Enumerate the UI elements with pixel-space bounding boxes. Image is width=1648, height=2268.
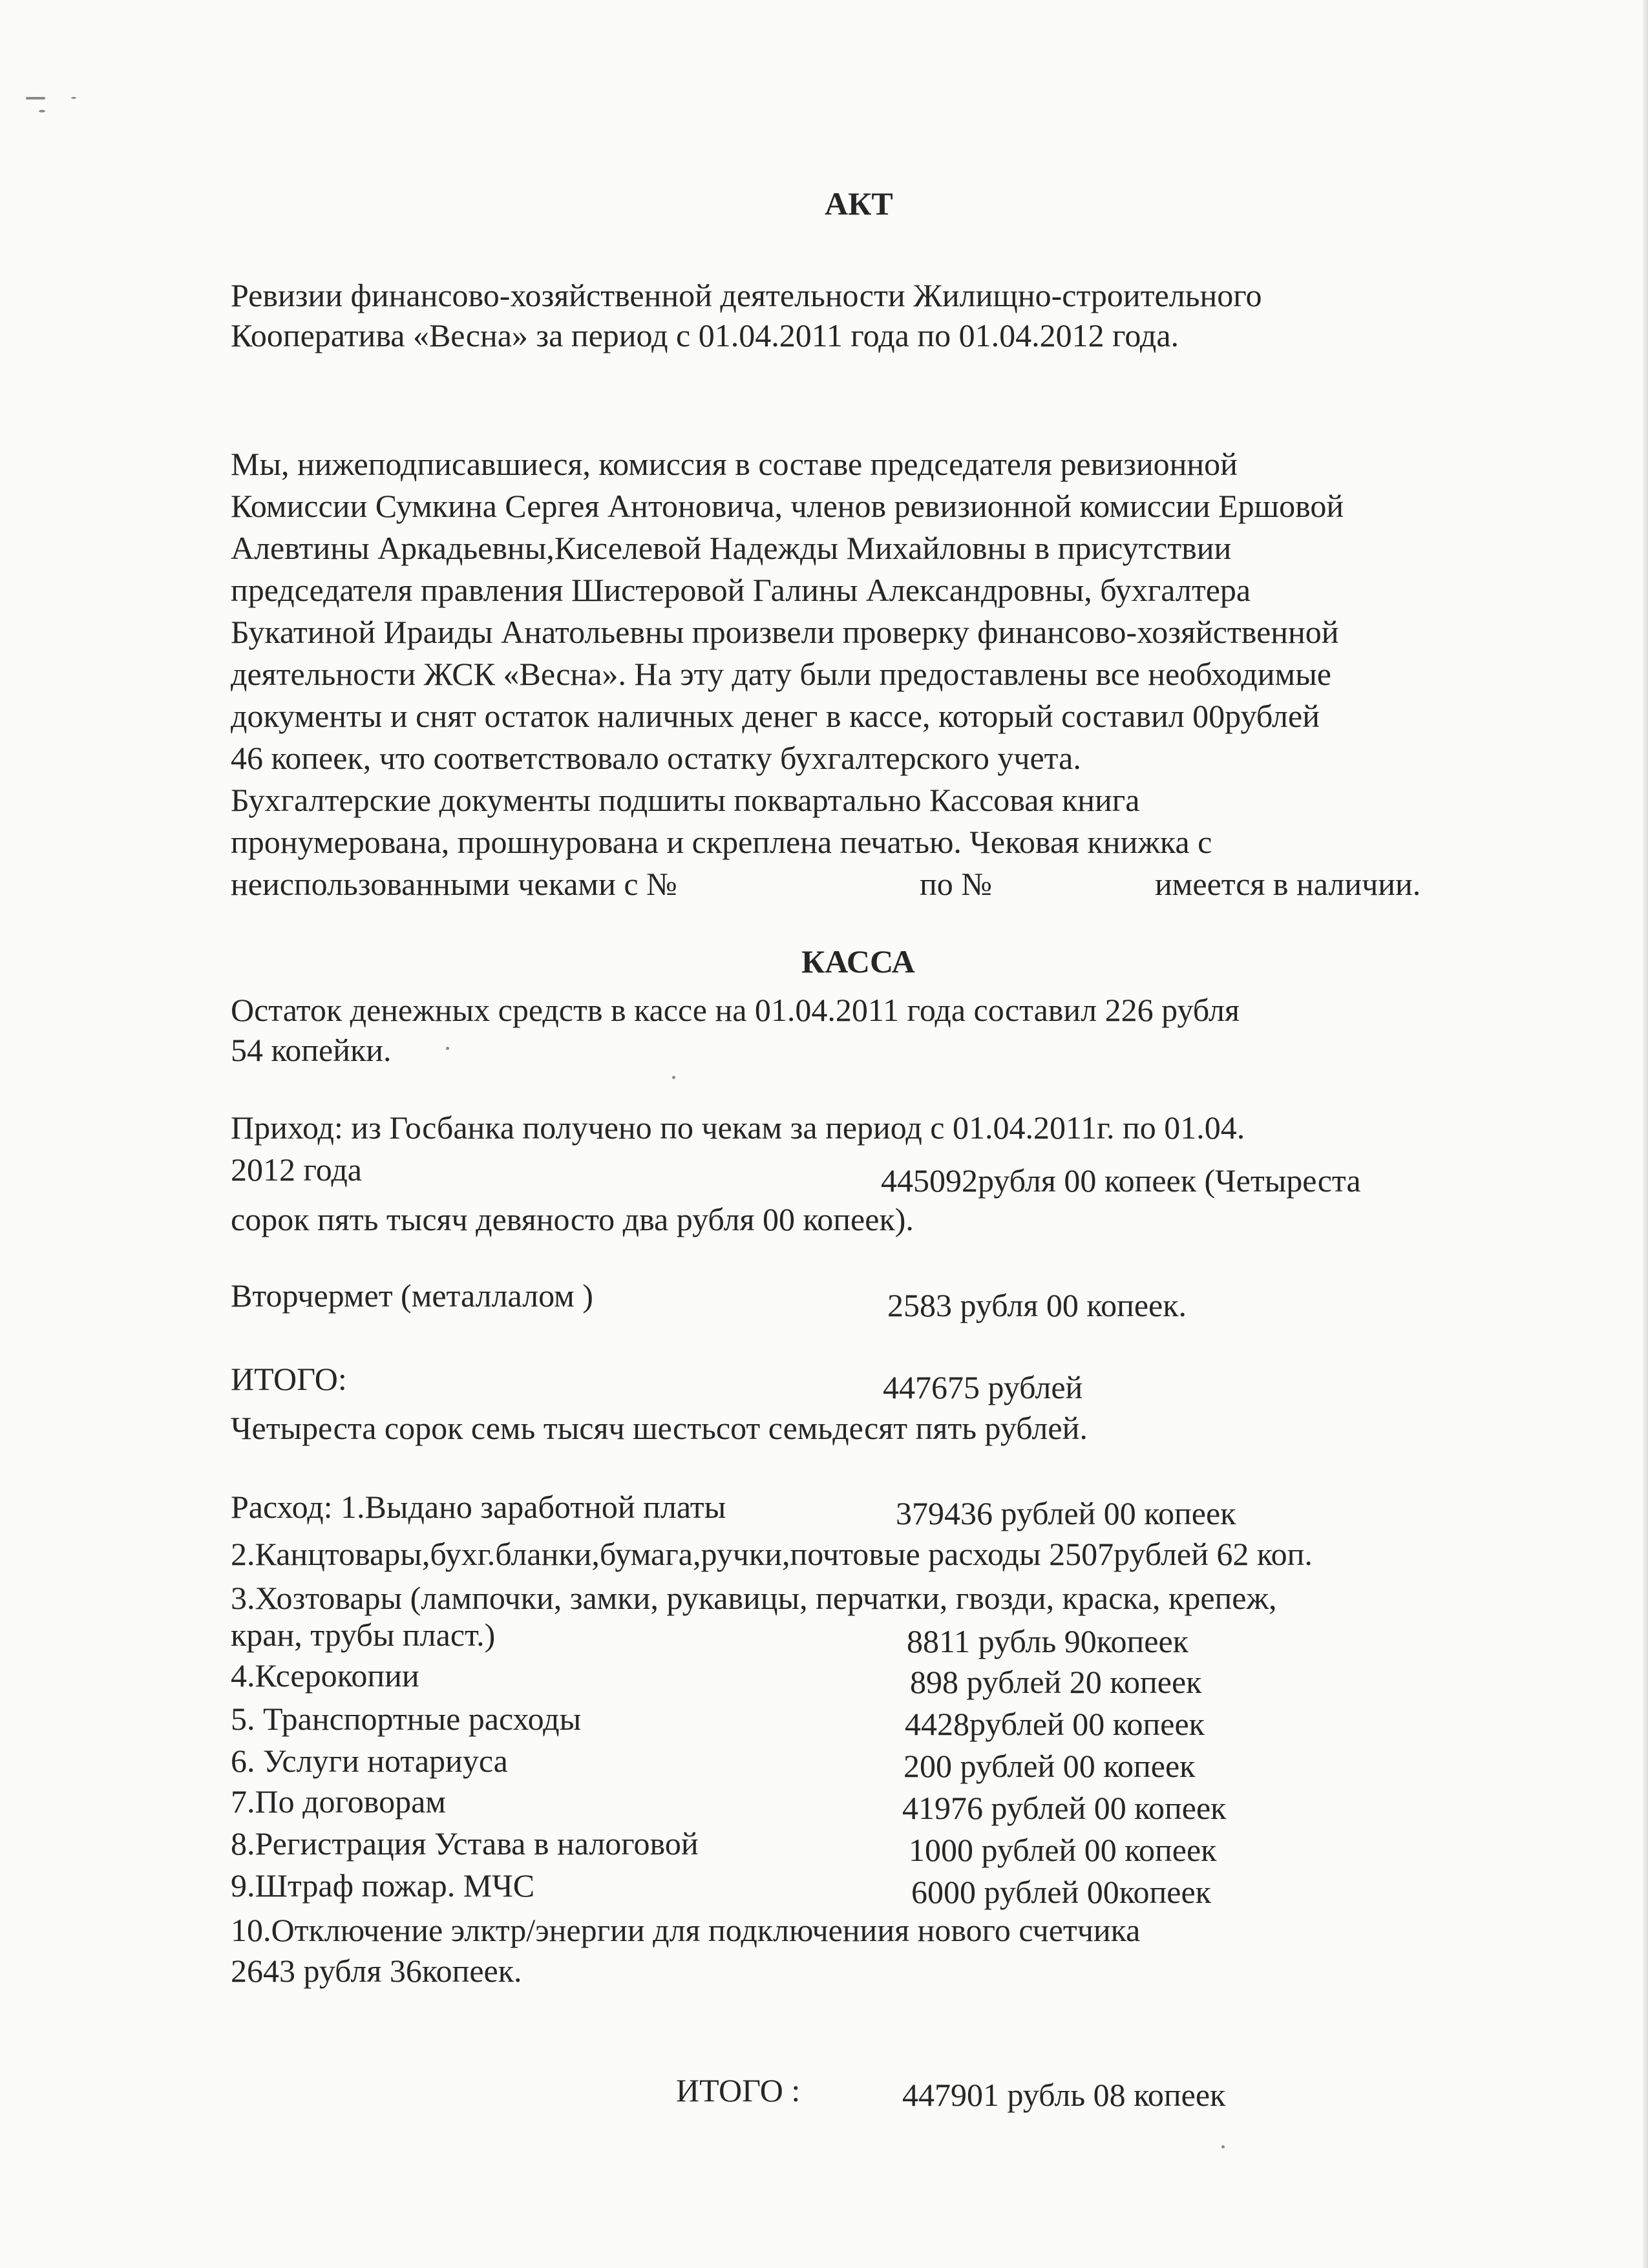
- intro-line: деятельности ЖСК «Весна». На эту дату были предоставлены все необходимые: [231, 656, 1331, 692]
- balance-line: Остаток денежных средств в кассе на 01.04.2011 года составил 226 рубля: [231, 992, 1240, 1028]
- expense-row-amount: 1000 рублей 00 копеек: [909, 1832, 1217, 1868]
- intro-line: Мы, нижеподписавшиеся, комиссия в составе председателя ревизионной: [231, 446, 1238, 482]
- kassa-heading: КАССА: [801, 943, 915, 980]
- subject-line: Ревизии финансово-хозяйственной деятельности Жилищно-строительного: [231, 277, 1262, 313]
- expense-row: 3.Хозтовары (лампочки, замки, рукавицы, перчатки, гвозди, краска, крепеж,: [231, 1580, 1277, 1616]
- expense-row-label: кран, трубы пласт.): [231, 1617, 496, 1653]
- scrap-label: Вторчермет (металлалом ): [231, 1277, 593, 1314]
- expense-total-label: ИТОГО :: [676, 2072, 801, 2108]
- scan-speck: [26, 97, 45, 100]
- expense-row: 10.Отключение элктр/энергии для подключениия нового счетчика: [231, 1912, 1141, 1948]
- expense-row-label: 8.Регистрация Устава в налоговой: [231, 1825, 699, 1862]
- scan-speck: [446, 1047, 449, 1050]
- expense-row-label: 7.По договорам: [231, 1783, 446, 1820]
- income-total-amount: 447675 рублей: [883, 1369, 1083, 1405]
- expense-row-amount: 8811 рубль 90копеек: [907, 1623, 1188, 1659]
- expense-row-amount: 4428рублей 00 копеек: [905, 1706, 1205, 1742]
- scan-speck: [1221, 2145, 1225, 2148]
- expense-row-amount: 200 рублей 00 копеек: [903, 1748, 1196, 1784]
- checks-line-mid: по №: [920, 866, 992, 902]
- expense-row-amount: 41976 рублей 00 копеек: [902, 1790, 1227, 1826]
- checks-line-start: неиспользованными чеками с №: [231, 866, 677, 902]
- income-line: Приход: из Госбанка получено по чекам за период с 01.04.2011г. по 01.04.: [231, 1109, 1245, 1146]
- expense-row-label: 6. Услуги нотариуса: [231, 1743, 508, 1779]
- expense-row-label: 5. Транспортные расходы: [231, 1701, 582, 1737]
- intro-line: Букатиной Ираиды Анатольевны произвели проверку финансово-хозяйственной: [231, 614, 1339, 650]
- expense-row-label: 4.Ксерокопии: [231, 1657, 419, 1694]
- intro-line: документы и снят остаток наличных денег в кассе, который составил 00рублей: [231, 698, 1320, 734]
- income-words: сорок пять тысяч девяносто два рубля 00 копеек).: [231, 1201, 914, 1237]
- document-title: АКТ: [825, 185, 893, 222]
- scan-speck: [39, 110, 45, 112]
- page-edge-shadow: [1643, 0, 1648, 2268]
- expense-total-amount: 447901 рубль 08 копеек: [902, 2077, 1226, 2113]
- income-label: 2012 года: [231, 1151, 362, 1188]
- income-total-label: ИТОГО:: [231, 1361, 347, 1397]
- expense-row-label: 9.Штраф пожар. МЧС: [231, 1867, 535, 1904]
- expense-row: 2.Канцтовары,бухг.бланки,бумага,ручки,почтовые расходы 2507рублей 62 коп.: [231, 1536, 1313, 1572]
- expense-row-amount: 898 рублей 20 копеек: [910, 1664, 1202, 1700]
- intro-line: пронумерована, прошнурована и скреплена печатью. Чековая книжка с: [231, 824, 1212, 860]
- intro-line: Комиссии Сумкина Сергея Антоновича, членов ревизионной комиссии Ершовой: [231, 488, 1344, 524]
- intro-line: председателя правления Шистеровой Галины Александровны, бухгалтера: [231, 572, 1251, 608]
- scan-speck: [71, 97, 76, 99]
- intro-line: Алевтины Аркадьевны,Киселевой Надежды Михайловны в присутствии: [231, 530, 1232, 566]
- checks-line-end: имеется в наличии.: [1155, 866, 1421, 902]
- expense-row-amount: 379436 рублей 00 копеек: [896, 1495, 1236, 1531]
- intro-line: Бухгалтерские документы подшиты поквартально Кассовая книга: [231, 782, 1140, 818]
- scrap-amount: 2583 рубля 00 копеек.: [887, 1287, 1187, 1323]
- expense-row-amount: 6000 рублей 00копеек: [911, 1874, 1211, 1910]
- expense-row: 2643 рубля 36копеек.: [231, 1953, 522, 1989]
- scan-speck: [672, 1076, 675, 1079]
- subject-line: Кооператива «Весна» за период с 01.04.2011 года по 01.04.2012 года.: [231, 317, 1179, 353]
- balance-line: 54 копейки.: [231, 1032, 392, 1068]
- expense-row-label: Расход: 1.Выдано заработной платы: [231, 1489, 726, 1525]
- income-total-words: Четыреста сорок семь тысяч шестьсот семьдесят пять рублей.: [231, 1410, 1088, 1446]
- intro-line: 46 копеек, что соответствовало остатку бухгалтерского учета.: [231, 740, 1081, 776]
- income-amount: 445092рубля 00 копеек (Четыреста: [881, 1162, 1361, 1199]
